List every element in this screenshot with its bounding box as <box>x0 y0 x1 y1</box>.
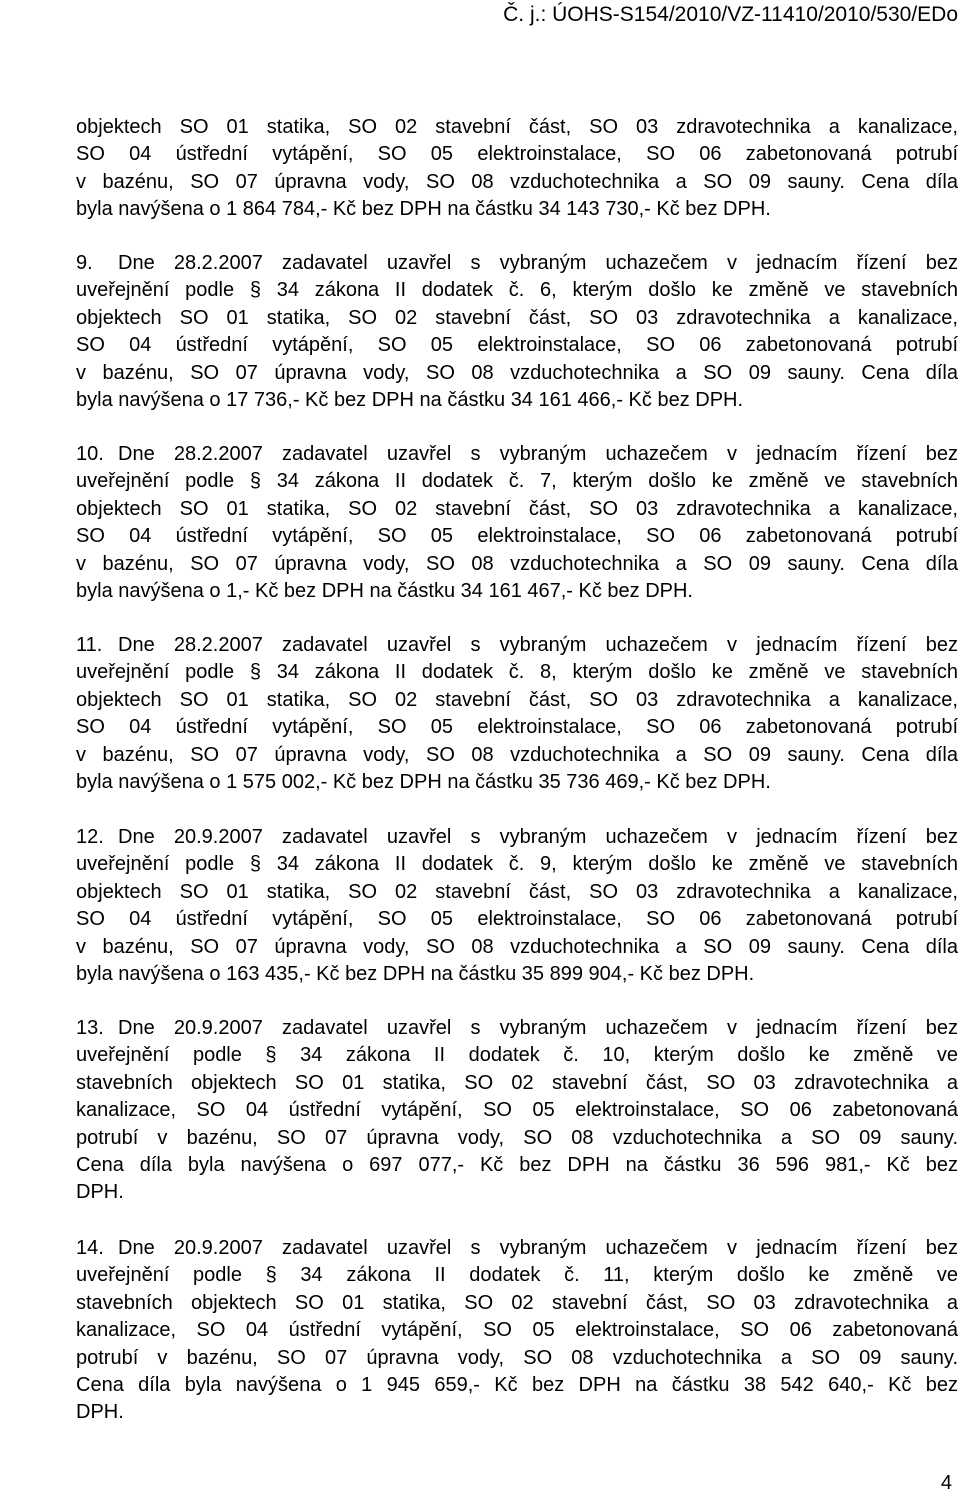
text-line: v bazénu, SO 07 úpravna vody, SO 08 vzduchotechnika a SO 09 sauny. Cena díla <box>76 743 958 766</box>
numbered-item <box>76 1015 958 1207</box>
numbered-item <box>76 824 958 988</box>
text-line: DPH. <box>76 1401 124 1424</box>
text-line: uveřejnění podle § 34 zákona II dodatek č. 9, kterým došlo ke změně ve stavebních <box>76 853 958 876</box>
text-line: SO 04 ústřední vytápění, SO 05 elektroinstalace, SO 06 zabetonovaná potrubí <box>76 908 958 931</box>
document-reference-header: Č. j.: ÚOHS-S154/2010/VZ-11410/2010/530/EDo <box>503 3 958 26</box>
text-line: byla navýšena o 163 435,- Kč bez DPH na částku 35 899 904,- Kč bez DPH. <box>76 962 755 985</box>
text-line: uveřejnění podle § 34 zákona II dodatek č. 11, kterým došlo ke změně ve <box>76 1264 958 1287</box>
text-line: v bazénu, SO 07 úpravna vody, SO 08 vzduchotechnika a SO 09 sauny. Cena díla <box>76 170 958 193</box>
text-line: objektech SO 01 statika, SO 02 stavební část, SO 03 zdravotechnika a kanalizace, <box>76 116 958 138</box>
text-line: objektech SO 01 statika, SO 02 stavební část, SO 03 zdravotechnika a kanalizace, <box>76 688 958 711</box>
text-line: objektech SO 01 statika, SO 02 stavební část, SO 03 zdravotechnika a kanalizace, <box>76 497 958 520</box>
text-line: byla navýšena o 17 736,- Kč bez DPH na částku 34 161 466,- Kč bez DPH. <box>76 388 744 411</box>
text-line: kanalizace, SO 04 ústřední vytápění, SO 05 elektroinstalace, SO 06 zabetonovaná <box>76 1099 958 1122</box>
item-number: 13. <box>76 1017 104 1039</box>
text-line: byla navýšena o 1,- Kč bez DPH na částku 34 161 467,- Kč bez DPH. <box>76 579 693 602</box>
text-line: v bazénu, SO 07 úpravna vody, SO 08 vzduchotechnika a SO 09 sauny. Cena díla <box>76 552 958 575</box>
text-line: objektech SO 01 statika, SO 02 stavební část, SO 03 zdravotechnika a kanalizace, <box>76 306 958 329</box>
text-line: kanalizace, SO 04 ústřední vytápění, SO 05 elektroinstalace, SO 06 zabetonovaná <box>76 1319 958 1342</box>
numbered-item <box>76 441 958 605</box>
numbered-item <box>76 250 958 414</box>
text-line: SO 04 ústřední vytápění, SO 05 elektroinstalace, SO 06 zabetonovaná potrubí <box>76 143 958 166</box>
continuation-paragraph <box>76 114 958 224</box>
text-line: SO 04 ústřední vytápění, SO 05 elektroinstalace, SO 06 zabetonovaná potrubí <box>76 525 958 548</box>
item-number: 14. <box>76 1237 104 1259</box>
text-line: stavebních objektech SO 01 statika, SO 02 stavební část, SO 03 zdravotechnika a <box>76 1291 958 1314</box>
text-line: Dne 20.9.2007 zadavatel uzavřel s vybraným uchazečem v jednacím řízení bez <box>118 826 958 848</box>
text-line: uveřejnění podle § 34 zákona II dodatek č. 6, kterým došlo ke změně ve stavebních <box>76 279 958 302</box>
numbered-item <box>76 632 958 796</box>
text-line: DPH. <box>76 1181 124 1204</box>
text-line: uveřejnění podle § 34 zákona II dodatek č. 7, kterým došlo ke změně ve stavebních <box>76 470 958 493</box>
item-number: 11. <box>76 634 103 656</box>
text-line: Dne 20.9.2007 zadavatel uzavřel s vybraným uchazečem v jednacím řízení bez <box>118 1237 958 1259</box>
text-line: byla navýšena o 1 575 002,- Kč bez DPH na částku 35 736 469,- Kč bez DPH. <box>76 770 771 793</box>
text-line: SO 04 ústřední vytápění, SO 05 elektroinstalace, SO 06 zabetonovaná potrubí <box>76 334 958 357</box>
text-line: potrubí v bazénu, SO 07 úpravna vody, SO 08 vzduchotechnika a SO 09 sauny. <box>76 1126 958 1149</box>
item-number: 9. <box>76 252 93 274</box>
item-number: 12. <box>76 826 104 848</box>
text-line: v bazénu, SO 07 úpravna vody, SO 08 vzduchotechnika a SO 09 sauny. Cena díla <box>76 361 958 384</box>
text-line: Dne 28.2.2007 zadavatel uzavřel s vybraným uchazečem v jednacím řízení bez <box>118 443 958 465</box>
text-line: SO 04 ústřední vytápění, SO 05 elektroinstalace, SO 06 zabetonovaná potrubí <box>76 716 958 739</box>
text-line: Dne 28.2.2007 zadavatel uzavřel s vybraným uchazečem v jednacím řízení bez <box>118 634 958 656</box>
text-line: uveřejnění podle § 34 zákona II dodatek č. 8, kterým došlo ke změně ve stavebních <box>76 661 958 684</box>
text-line: objektech SO 01 statika, SO 02 stavební část, SO 03 zdravotechnika a kanalizace, <box>76 880 958 903</box>
page-number: 4 <box>940 1472 952 1494</box>
text-line: stavebních objektech SO 01 statika, SO 02 stavební část, SO 03 zdravotechnika a <box>76 1071 958 1094</box>
text-line: Cena díla byla navýšena o 1 945 659,- Kč bez DPH na částku 38 542 640,- Kč bez <box>76 1373 958 1396</box>
text-line: byla navýšena o 1 864 784,- Kč bez DPH na částku 34 143 730,- Kč bez DPH. <box>76 198 771 221</box>
text-line: potrubí v bazénu, SO 07 úpravna vody, SO 08 vzduchotechnika a SO 09 sauny. <box>76 1346 958 1369</box>
item-number: 10. <box>76 443 104 465</box>
text-line: v bazénu, SO 07 úpravna vody, SO 08 vzduchotechnika a SO 09 sauny. Cena díla <box>76 935 958 958</box>
numbered-item <box>76 1235 958 1427</box>
text-line: Cena díla byla navýšena o 697 077,- Kč bez DPH na částku 36 596 981,- Kč bez <box>76 1153 958 1176</box>
text-line: uveřejnění podle § 34 zákona II dodatek č. 10, kterým došlo ke změně ve <box>76 1044 958 1067</box>
text-line: Dne 20.9.2007 zadavatel uzavřel s vybraným uchazečem v jednacím řízení bez <box>118 1017 958 1039</box>
text-line: Dne 28.2.2007 zadavatel uzavřel s vybraným uchazečem v jednacím řízení bez <box>118 252 958 274</box>
